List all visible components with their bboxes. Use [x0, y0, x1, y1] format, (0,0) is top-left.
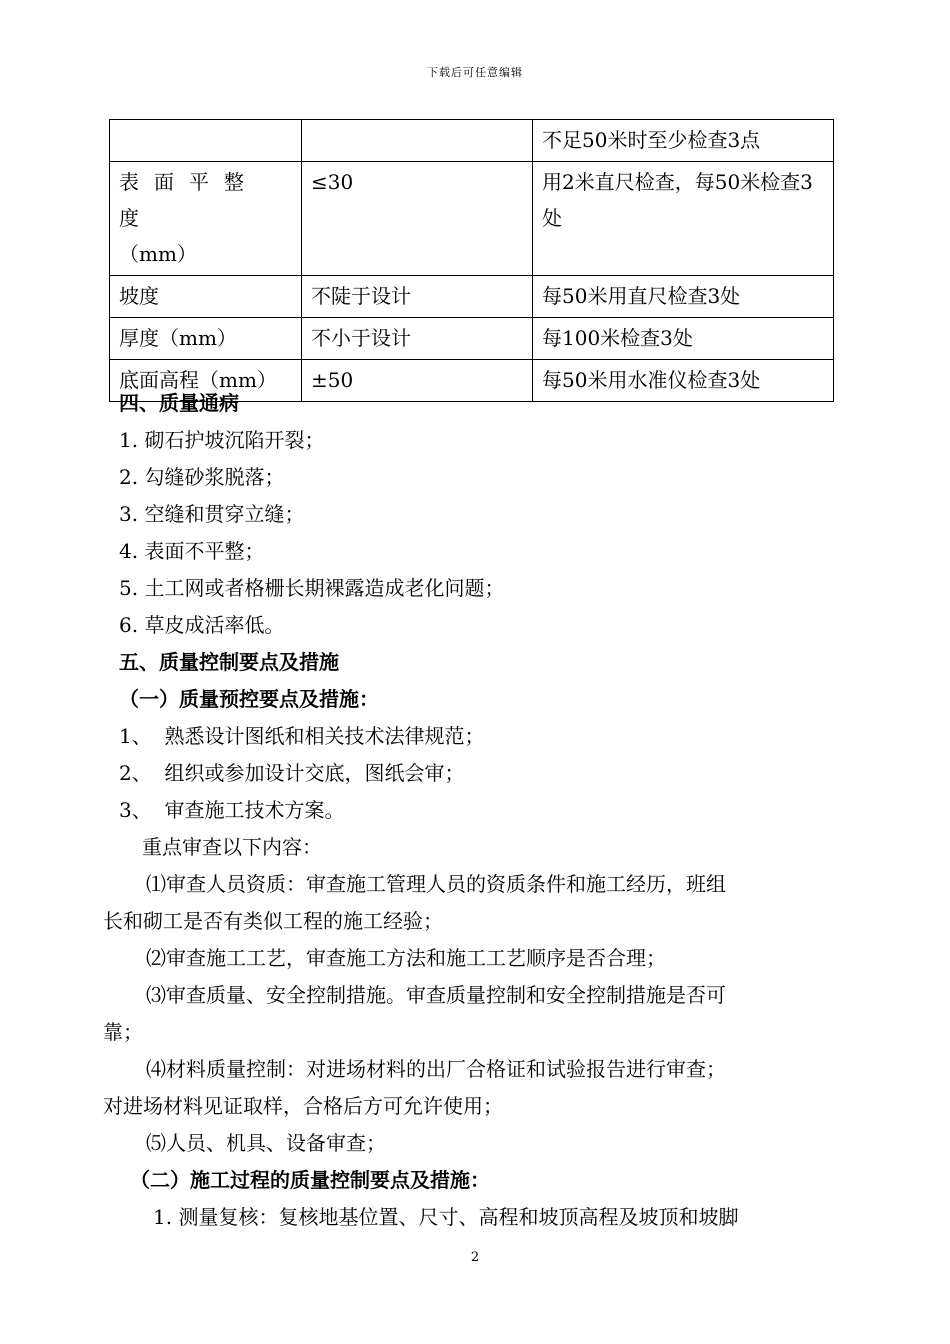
review-point-2: ⑵审查施工工艺，审查施工方法和施工工艺顺序是否合理；	[146, 946, 666, 970]
table-row	[110, 162, 834, 276]
table-row	[110, 318, 834, 360]
list-item: 5. 土工网或者格栅长期裸露造成老化问题；	[119, 576, 505, 600]
table-cell-standard: 不陡于设计	[302, 276, 533, 318]
item-label-line2: （mm）	[119, 242, 197, 266]
list-item: 4. 表面不平整；	[119, 539, 265, 563]
table-cell-item	[110, 120, 302, 162]
quality-standard-table	[109, 119, 834, 402]
table-cell-standard: ±50	[302, 360, 533, 402]
process-item-1: 1. 测量复核：复核地基位置、尺寸、高程和坡顶高程及坡顶和坡脚	[153, 1205, 739, 1229]
list-item: 6. 草皮成活率低。	[119, 613, 285, 637]
table-row	[110, 276, 834, 318]
table-cell-standard	[302, 120, 533, 162]
list-item: 1. 砌石护坡沉陷开裂；	[119, 428, 325, 452]
section4-title: 四、质量通病	[119, 391, 239, 415]
table-cell-method: 每100米检查3处	[533, 318, 834, 360]
table-cell-method: 每50米用直尺检查3处	[533, 276, 834, 318]
list-item: 3. 空缝和贯穿立缝；	[119, 502, 305, 526]
page-header: 下载后可任意编辑	[427, 66, 523, 79]
section5-title: 五、质量控制要点及措施	[119, 650, 339, 674]
subsection2-title: （二）施工过程的质量控制要点及措施：	[130, 1168, 490, 1192]
table-cell-standard: ≤30	[302, 162, 533, 276]
item-label-line1: 表面平整度	[119, 170, 259, 230]
review-point-1-line2: 长和砌工是否有类似工程的施工经验；	[103, 909, 443, 933]
table-row	[110, 120, 834, 162]
table-cell-item: 厚度（mm）	[110, 318, 302, 360]
review-point-4-line2: 对进场材料见证取样，合格后方可允许使用；	[103, 1094, 503, 1118]
review-point-5: ⑸人员、机具、设备审查；	[146, 1131, 386, 1155]
table-cell-method: 不足50米时至少检查3点	[533, 120, 834, 162]
list-item: 2、 组织或参加设计交底，图纸会审；	[119, 761, 465, 785]
table-cell-item: 坡度	[110, 276, 302, 318]
table-cell-standard: 不小于设计	[302, 318, 533, 360]
table-cell-item	[110, 162, 302, 276]
subsection1-title: （一）质量预控要点及措施：	[119, 687, 379, 711]
review-point-4-line1: ⑷材料质量控制：对进场材料的出厂合格证和试验报告进行审查；	[146, 1057, 726, 1081]
review-point-3-line2: 靠；	[103, 1020, 143, 1044]
review-intro: 重点审查以下内容：	[142, 835, 322, 859]
list-item: 1、 熟悉设计图纸和相关技术法律规范；	[119, 724, 485, 748]
table-cell-method: 用2米直尺检查，每50米检查3处	[533, 162, 834, 276]
review-point-3-line1: ⑶审查质量、安全控制措施。审查质量控制和安全控制措施是否可	[146, 983, 726, 1007]
table-cell-method: 每50米用水准仪检查3处	[533, 360, 834, 402]
list-item: 2. 勾缝砂浆脱落；	[119, 465, 285, 489]
page-number: 2	[470, 1250, 480, 1265]
review-point-1-line1: ⑴审查人员资质：审查施工管理人员的资质条件和施工经历，班组	[146, 872, 726, 896]
list-item: 3、 审查施工技术方案。	[119, 798, 345, 822]
table-cell-item: 底面高程（mm）	[110, 360, 302, 402]
